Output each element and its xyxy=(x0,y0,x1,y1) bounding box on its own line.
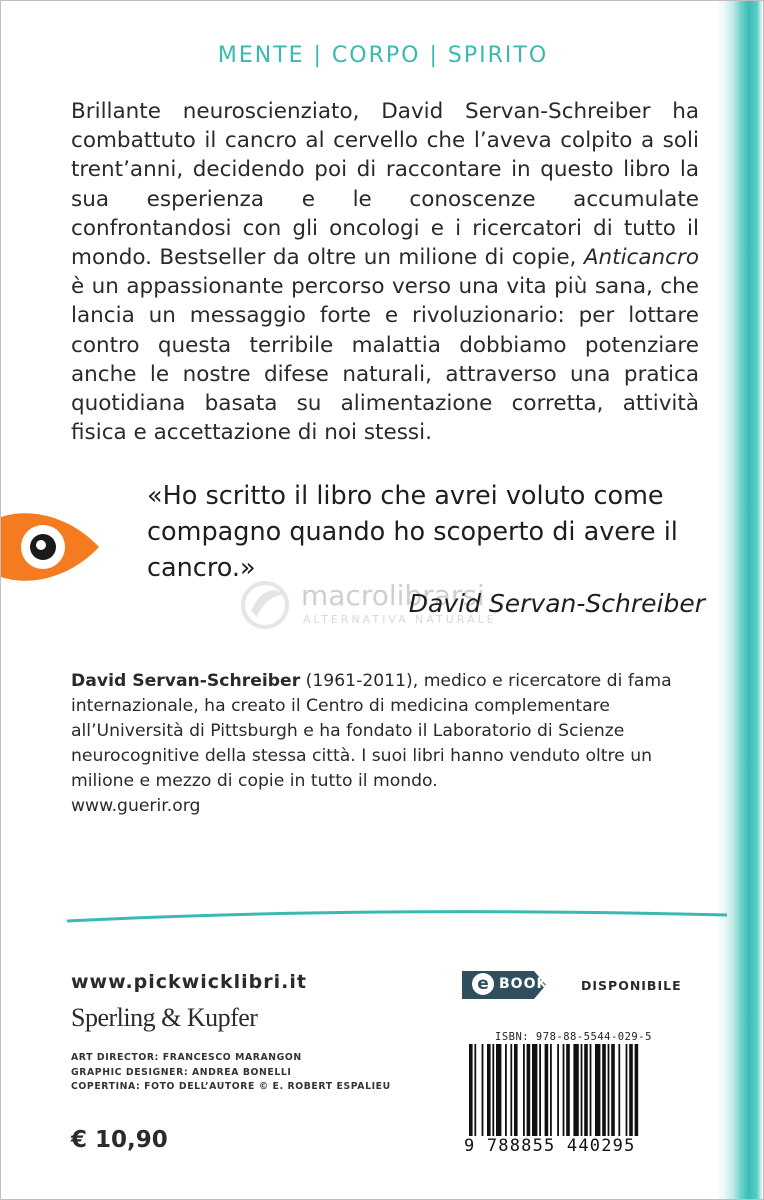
blurb-part-1: Brillante neuroscienziato, David Servan-Schreiber ha combattuto il cancro al cervello che l’aveva colpito a soli trent’anni, decidendo poi di raccontare in questo libro la sua esperienza e le conoscenze accumulate confrontandosi con gli oncologi e i ricercatori di tutto il mondo. Bestseller da oltre un milione di copie, xyxy=(71,99,699,271)
watermark-tagline: ALTERNATIVA NATURALE xyxy=(303,613,497,626)
blurb-book-title: Anticancro xyxy=(583,245,699,271)
barcode-bar xyxy=(573,1044,578,1136)
barcode-bar xyxy=(532,1044,537,1136)
barcode-bar xyxy=(595,1044,600,1136)
barcode-bar xyxy=(618,1044,620,1136)
barcode-bar xyxy=(584,1044,588,1136)
price: € 10,90 xyxy=(71,1127,168,1153)
quote-text: «Ho scritto il libro che avrei voluto come compagno quando ho scoperto di avere il cancro.» xyxy=(147,481,678,583)
barcode-bar xyxy=(602,1044,606,1136)
bio-text: (1961-2011), medico e ricercatore di fama internazionale, ha creato il Centro di medicina complementare all’Università di Pittsburgh e ha fondato il Laboratorio di Scienze neurocognitive della stessa città. I suoi libri hanno venduto oltre un milione e mezzo di copie in tutto il mondo. xyxy=(71,671,672,791)
barcode-bar xyxy=(566,1044,570,1136)
barcode-bar xyxy=(581,1044,583,1136)
watermark-name: macrolibrarsi xyxy=(301,579,485,612)
barcode-bar xyxy=(608,1044,610,1136)
barcode-bar xyxy=(635,1044,639,1136)
barcode-bar xyxy=(629,1044,633,1136)
blurb-text xyxy=(71,97,699,447)
wave-divider xyxy=(67,901,727,931)
barcode-bar xyxy=(545,1044,549,1136)
credit-line: COPERTINA: FOTO DELL’AUTORE © E. ROBERT ESPALIEU xyxy=(71,1081,391,1092)
spine-ribbon xyxy=(717,1,763,1200)
barcode-bar xyxy=(527,1044,531,1136)
bio-website-link[interactable]: www.guerir.org xyxy=(71,796,201,816)
barcode-bar xyxy=(514,1044,518,1136)
barcode-bar xyxy=(550,1044,552,1136)
ebook-status: DISPONIBILE xyxy=(581,978,682,993)
barcode-bar xyxy=(505,1044,507,1136)
author-bio xyxy=(71,669,707,819)
barcode-bar xyxy=(487,1044,491,1136)
barcode-bar xyxy=(523,1044,525,1136)
barcode-bar xyxy=(496,1044,501,1136)
barcode-bar xyxy=(492,1044,494,1136)
credits xyxy=(71,1051,391,1095)
publisher-logo: Sperling & Kupfer xyxy=(71,1003,258,1032)
barcode-bar xyxy=(474,1044,476,1136)
eye-icon xyxy=(1,513,101,581)
barcode-bar xyxy=(557,1044,559,1136)
publisher-website-link[interactable]: www.pickwicklibri.it xyxy=(71,971,307,993)
barcode-bar xyxy=(626,1044,628,1136)
barcode-digits: 9 788855 440295 xyxy=(464,1136,636,1156)
isbn-number: ISBN: 978-88-5544-029-5 xyxy=(495,1031,652,1043)
series-title: MENTE | CORPO | SPIRITO xyxy=(217,43,549,68)
barcode-bar xyxy=(590,1044,592,1136)
quote-author: David Servan-Schreiber xyxy=(408,589,705,618)
blurb-part-2: è un appassionante percorso verso una vita più sana, che lancia un messaggio forte e rivoluzionario: per lottare contro questa terribile malattia dobbiamo potenziare anche le nostre difese naturali, attraverso una pratica quotidiana basata su alimentazione corretta, attività fisica e accettazione di noi stessi. xyxy=(71,274,699,446)
ebook-e-mark: e xyxy=(472,973,494,995)
barcode-bar xyxy=(539,1044,541,1136)
barcode xyxy=(467,1044,705,1136)
barcode-bar xyxy=(611,1044,615,1136)
credit-line: ART DIRECTOR: FRANCESCO MARANGON xyxy=(71,1052,302,1063)
ebook-label: BOOK xyxy=(499,976,549,992)
bio-author-name: David Servan-Schreiber xyxy=(71,671,301,691)
credit-line: GRAPHIC DESIGNER: ANDREA BONELLI xyxy=(71,1066,292,1078)
barcode-bar xyxy=(469,1044,473,1136)
barcode-bar xyxy=(482,1044,484,1136)
barcode-bar xyxy=(563,1044,565,1136)
barcode-bar xyxy=(510,1044,512,1136)
